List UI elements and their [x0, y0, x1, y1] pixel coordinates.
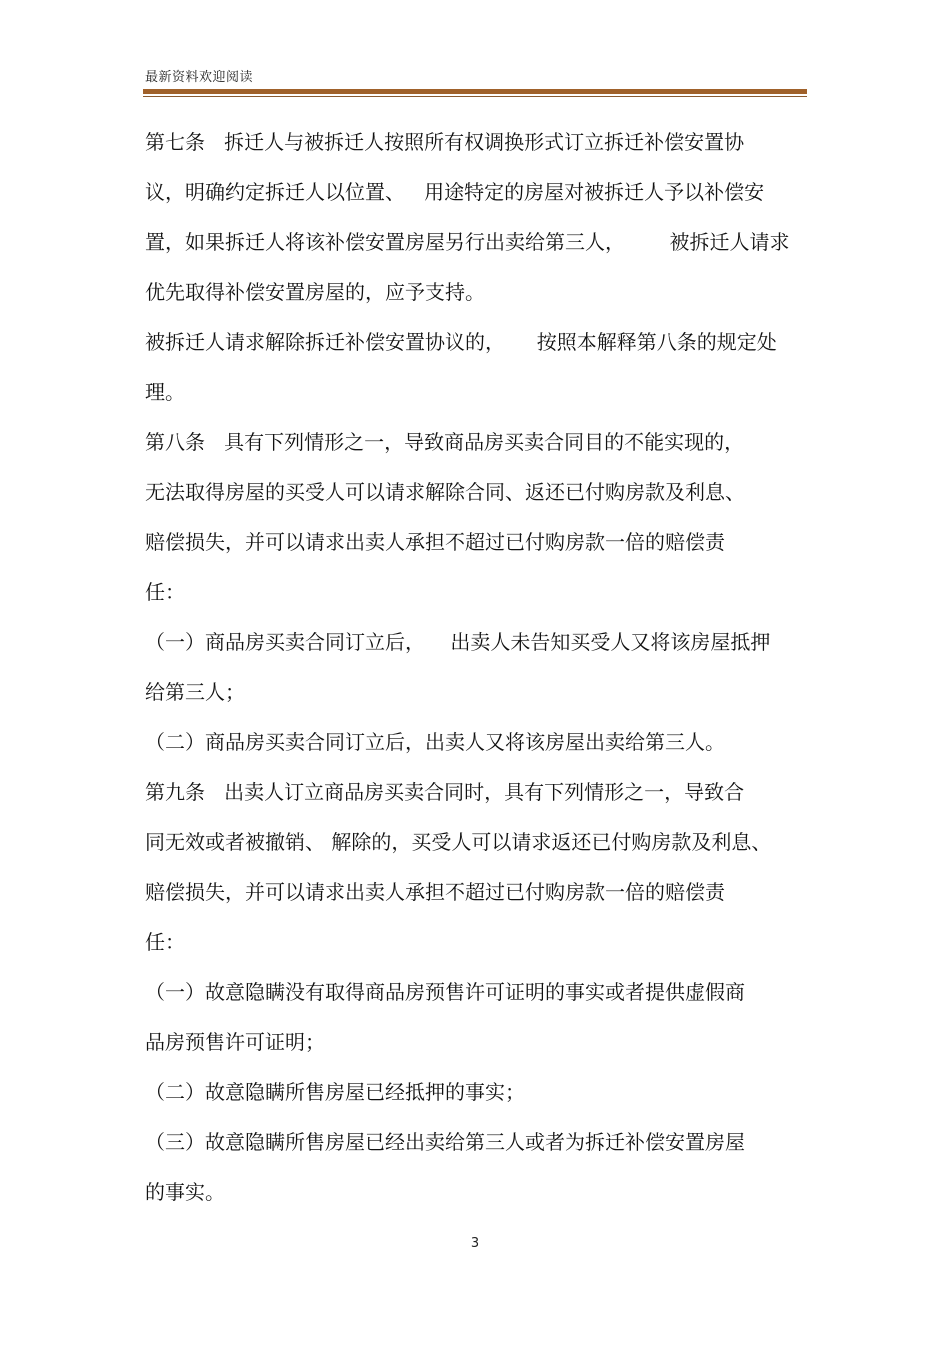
text-line: 置，如果拆迁人将该补偿安置房屋另行出卖给第三人， 被拆迁人请求: [145, 230, 790, 254]
header-rule-thick: [143, 89, 807, 94]
text-line: 赔偿损失，并可以请求出卖人承担不超过已付购房款一倍的赔偿责: [145, 530, 725, 554]
text-line: 理。: [145, 380, 185, 404]
page-header-text: 最新资料欢迎阅读: [145, 70, 254, 85]
text-line: （三）故意隐瞒所售房屋已经出卖给第三人或者为拆迁补偿安置房屋: [145, 1130, 745, 1154]
text-line: 给第三人；: [145, 680, 245, 704]
text-line: 赔偿损失，并可以请求出卖人承担不超过已付购房款一倍的赔偿责: [145, 880, 725, 904]
text-line: 议，明确约定拆迁人以位置、 用途特定的房屋对被拆迁人予以补偿安: [145, 180, 765, 204]
text-line: 同无效或者被撤销、 解除的，买受人可以请求返还已付购房款及利息、: [145, 830, 772, 854]
text-line: 第七条 拆迁人与被拆迁人按照所有权调换形式订立拆迁补偿安置协: [145, 130, 745, 154]
page-number: 3: [470, 1236, 480, 1251]
text-line: 品房预售许可证明；: [145, 1030, 325, 1054]
text-line: （二）商品房买卖合同订立后，出卖人又将该房屋出卖给第三人。: [145, 730, 725, 754]
text-line: 的事实。: [145, 1180, 225, 1204]
text-line: 第九条 出卖人订立商品房买卖合同时，具有下列情形之一，导致合: [145, 780, 745, 804]
text-line: 任：: [145, 580, 185, 604]
text-line: 任：: [145, 930, 185, 954]
text-line: （一）故意隐瞒没有取得商品房预售许可证明的事实或者提供虚假商: [145, 980, 745, 1004]
text-line: 无法取得房屋的买受人可以请求解除合同、返还已付购房款及利息、: [145, 480, 745, 504]
text-line: （一）商品房买卖合同订立后， 出卖人未告知买受人又将该房屋抵押: [145, 630, 771, 654]
text-line: （二）故意隐瞒所售房屋已经抵押的事实；: [145, 1080, 525, 1104]
text-line: 优先取得补偿安置房屋的，应予支持。: [145, 280, 485, 304]
header-rule-thin: [143, 96, 807, 97]
text-line: 被拆迁人请求解除拆迁补偿安置协议的， 按照本解释第八条的规定处: [145, 330, 777, 354]
text-line: 第八条 具有下列情形之一，导致商品房买卖合同目的不能实现的，: [145, 430, 745, 454]
